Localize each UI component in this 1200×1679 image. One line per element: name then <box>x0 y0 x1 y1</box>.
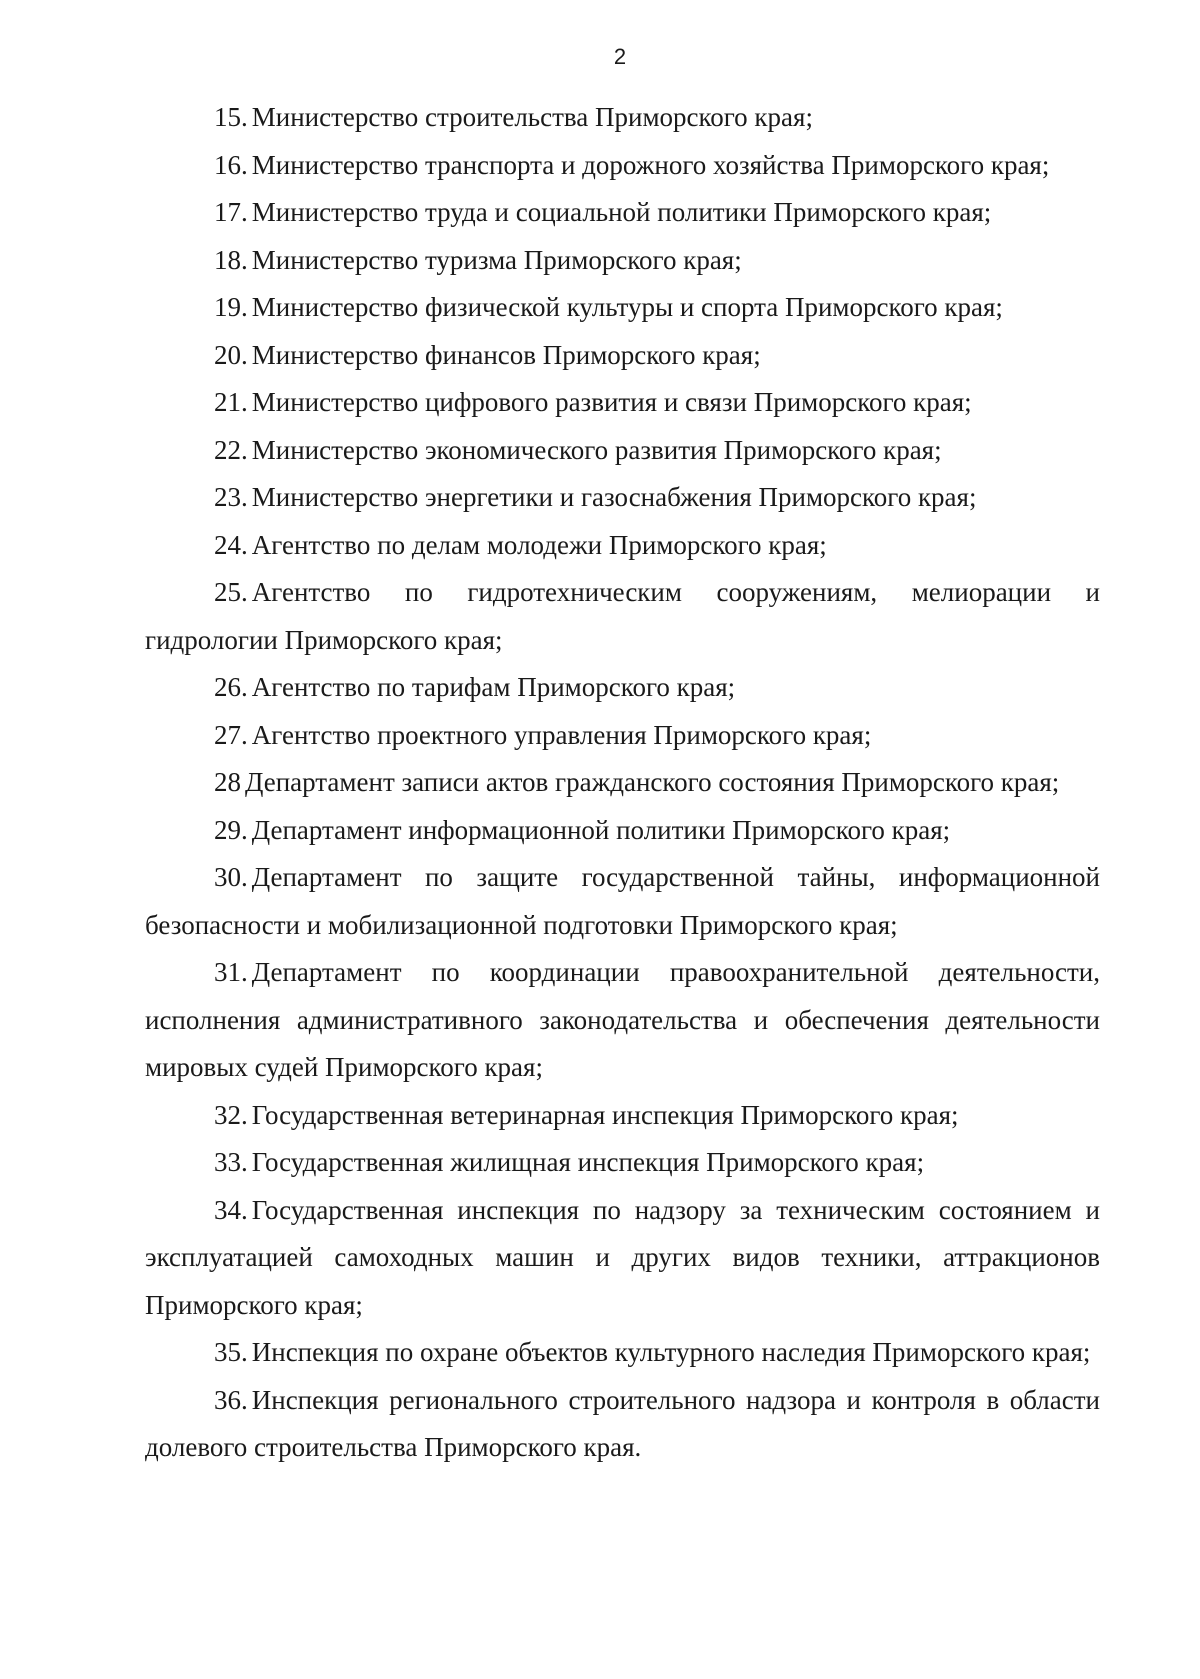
agency-list <box>145 94 1100 1472</box>
list-item <box>145 949 1100 1092</box>
item-text: Департамент записи актов гражданского состояния Приморского края; <box>245 767 1060 797</box>
item-text: Министерство транспорта и дорожного хозяйства Приморского края; <box>251 149 1050 180</box>
list-item <box>145 379 1100 427</box>
item-number: 28 <box>214 767 241 797</box>
list-item <box>145 1139 1100 1187</box>
item-text: Агентство по гидротехническим сооружениям, мелиорации и гидрологии Приморского края; <box>145 577 1100 655</box>
item-text: Государственная жилищная инспекция Приморского края; <box>251 1147 925 1177</box>
list-item <box>145 237 1100 285</box>
item-number: 18. <box>214 244 248 275</box>
list-item <box>145 522 1100 570</box>
item-number: 21. <box>214 387 248 417</box>
item-text: Инспекция регионального строительного надзора и контроля в области долевого строительства Приморского края. <box>145 1384 1100 1462</box>
list-item <box>145 94 1100 142</box>
item-text: Департамент по защите государственной тайны, информационной безопасности и мобилизационной подготовки Приморского края; <box>145 862 1100 940</box>
item-text: Агентство по делам молодежи Приморского края; <box>251 529 827 560</box>
list-item <box>145 759 1100 807</box>
list-item <box>145 474 1100 522</box>
item-number: 33. <box>214 1147 248 1177</box>
item-number: 19. <box>214 292 248 322</box>
item-number: 32. <box>214 1099 248 1130</box>
item-number: 23. <box>214 482 248 512</box>
item-number: 27. <box>214 719 248 750</box>
item-text: Департамент по координации правоохранительной деятельности, исполнения административного законодательства и обеспечения деятельности мировых судей Приморского края; <box>145 957 1100 1082</box>
item-number: 26. <box>214 672 248 702</box>
item-text: Министерство экономического развития Приморского края; <box>251 434 942 465</box>
item-text: Министерство строительства Приморского края; <box>251 102 813 132</box>
list-item <box>145 1092 1100 1140</box>
item-text: Министерство финансов Приморского края; <box>251 339 761 370</box>
item-text: Государственная инспекция по надзору за техническим состоянием и эксплуатацией самоходных машин и других видов техники, аттракционов Приморского края; <box>145 1194 1100 1320</box>
item-number: 22. <box>214 434 248 465</box>
list-item <box>145 1377 1100 1472</box>
list-item <box>145 427 1100 475</box>
item-number: 16. <box>214 149 248 180</box>
list-item <box>145 712 1100 760</box>
item-text: Министерство физической культуры и спорта Приморского края; <box>251 292 1003 322</box>
list-item <box>145 854 1100 949</box>
list-item <box>145 1187 1100 1330</box>
item-number: 34. <box>214 1194 248 1225</box>
item-text: Министерство цифрового развития и связи Приморского края; <box>251 387 972 417</box>
item-number: 30. <box>214 862 248 892</box>
list-item <box>145 284 1100 332</box>
item-number: 25. <box>214 577 248 607</box>
list-item <box>145 807 1100 855</box>
item-text: Государственная ветеринарная инспекция Приморского края; <box>251 1099 959 1130</box>
list-item <box>145 569 1100 664</box>
item-text: Инспекция по охране объектов культурного наследия Приморского края; <box>251 1337 1091 1367</box>
item-text: Министерство туризма Приморского края; <box>251 244 742 275</box>
page-number: 2 <box>613 44 627 69</box>
item-text: Агентство проектного управления Приморского края; <box>251 719 872 750</box>
list-item <box>145 332 1100 380</box>
item-number: 24. <box>214 529 248 560</box>
item-text: Департамент информационной политики Приморского края; <box>251 814 951 845</box>
list-item <box>145 1329 1100 1377</box>
item-number: 29. <box>214 814 248 845</box>
item-number: 15. <box>214 102 248 132</box>
list-item <box>145 189 1100 237</box>
item-text: Министерство энергетики и газоснабжения Приморского края; <box>251 482 977 512</box>
item-number: 20. <box>214 339 248 370</box>
list-item <box>145 664 1100 712</box>
item-number: 35. <box>214 1337 248 1367</box>
item-number: 36. <box>214 1384 248 1415</box>
item-text: Министерство труда и социальной политики Приморского края; <box>251 197 992 227</box>
item-number: 31. <box>214 957 248 987</box>
list-item <box>145 142 1100 190</box>
item-text: Агентство по тарифам Приморского края; <box>251 672 736 702</box>
item-number: 17. <box>214 197 248 227</box>
